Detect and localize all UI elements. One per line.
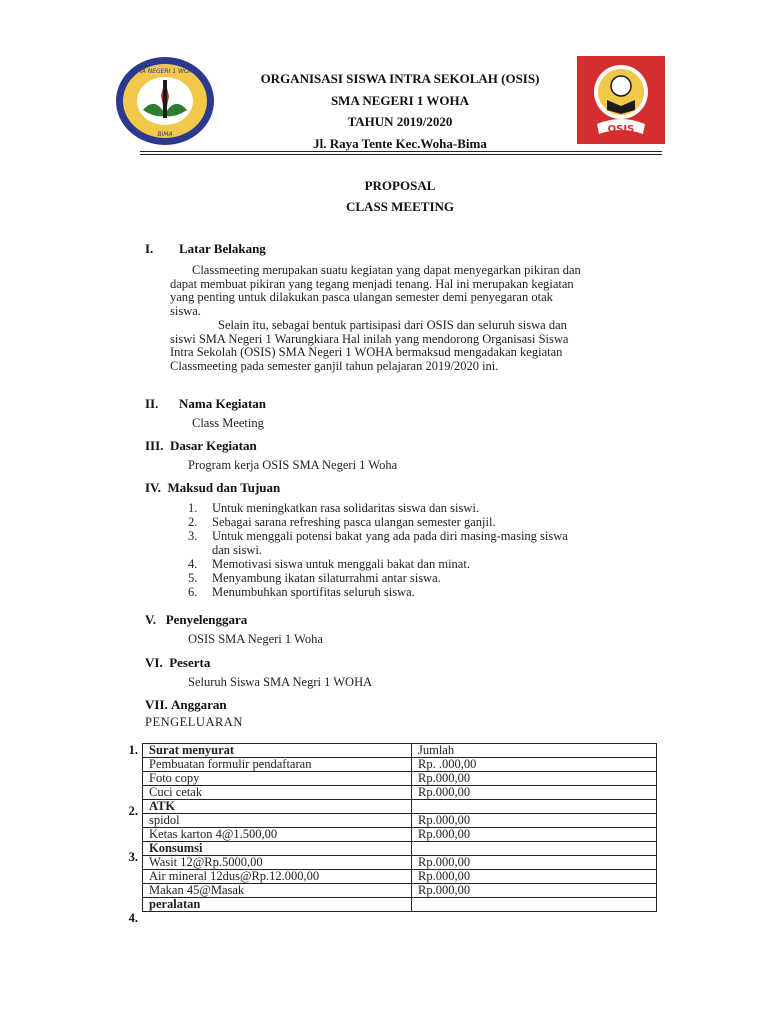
amount-cell: Rp. .000,00: [412, 758, 657, 772]
list-item: [188, 530, 568, 544]
section-number: VI.: [145, 655, 163, 670]
section-peserta: [145, 655, 210, 671]
list-text: Menumbuhkan sportifitas seluruh siswa.: [212, 585, 415, 599]
text-line: Classmeeting pada semester ganjil tahun pelajaran 2019/2020 ini.: [170, 358, 499, 373]
list-item: [188, 502, 479, 516]
section-content: Program kerja OSIS SMA Negeri 1 Woha: [188, 458, 398, 472]
text-line: Intra Sekolah (OSIS) SMA Negeri 1 WOHA bermaksud mengadakan kegiatan: [170, 345, 563, 360]
list-text: Memotivasi siswa untuk menggali bakat dan minat.: [212, 557, 470, 571]
list-number: 3.: [188, 529, 198, 543]
table-row: [143, 870, 657, 884]
item-cell: Surat menyurat: [143, 744, 412, 758]
svg-text:SMA NEGERI 1 WOHA: SMA NEGERI 1 WOHA: [132, 68, 198, 75]
item-cell: Makan 45@Masak: [143, 884, 412, 898]
item-cell: Ketas karton 4@1.500,00: [143, 828, 412, 842]
section-title: Nama Kegiatan: [179, 396, 267, 411]
list-number: 1.: [188, 501, 198, 515]
section-penyelenggara: [145, 612, 247, 628]
list-item: [188, 572, 441, 586]
text-line: dapat membuat pikiran yang tegang menjadi tenang. Hal ini merupakan kegiatan: [170, 276, 574, 291]
budget-group-number: 4.: [128, 911, 138, 925]
item-cell: peralatan: [143, 898, 412, 912]
table-row: [143, 898, 657, 912]
section-number: III.: [145, 438, 164, 453]
list-text: Menyambung ikatan silaturrahmi antar siswa.: [212, 571, 441, 585]
section-nama-kegiatan: [145, 396, 266, 412]
budget-table: [142, 743, 657, 912]
amount-cell: [412, 898, 657, 912]
section-dasar-kegiatan: [145, 438, 257, 454]
section-title: Latar Belakang: [179, 241, 266, 256]
table-row: [143, 828, 657, 842]
list-number: 6.: [188, 585, 198, 599]
table-row: [143, 884, 657, 898]
item-cell: Air mineral 12dus@Rp.12.000,00: [143, 870, 412, 884]
header-rule: [140, 151, 662, 152]
amount-cell: Rp.000,00: [412, 856, 657, 870]
section-subtitle: PENGELUARAN: [145, 715, 243, 729]
section-title: Anggaran: [171, 697, 227, 712]
item-cell: Foto copy: [143, 772, 412, 786]
list-text: Untuk menggali potensi bakat yang ada pada diri masing-masing siswa: [212, 529, 568, 543]
budget-group-number: 3.: [128, 850, 138, 864]
address: Jl. Raya Tente Kec.Woha-Bima: [313, 136, 487, 151]
section-title: Penyelenggara: [165, 612, 248, 627]
year: TAHUN 2019/2020: [347, 114, 453, 129]
text-line: siswi SMA Negeri 1 Warungkiara Hal inilah yang mendorong Organisasi Siswa: [170, 331, 569, 346]
section-number: I.: [145, 241, 154, 256]
section-content: Seluruh Siswa SMA Negri 1 WOHA: [188, 675, 373, 689]
list-item: [188, 516, 496, 530]
item-cell: Pembuatan formulir pendaftaran: [143, 758, 412, 772]
section-title: Maksud dan Tujuan: [167, 480, 281, 495]
amount-cell: [412, 842, 657, 856]
section-title: Peserta: [169, 655, 211, 670]
list-text: dan siswi.: [212, 543, 262, 557]
list-item: [188, 544, 262, 558]
section-latar-belakang: [145, 241, 266, 257]
section-title: Dasar Kegiatan: [169, 438, 257, 453]
text-line: yang penting untuk dilakukan pasca ulangan semester demi penyegaran otak: [170, 290, 553, 305]
table-row: [143, 842, 657, 856]
item-cell: Cuci cetak: [143, 786, 412, 800]
header-rule-thin: [140, 154, 662, 155]
svg-text:OSIS: OSIS: [607, 124, 635, 135]
amount-cell: [412, 800, 657, 814]
item-cell: Wasit 12@Rp.5000,00: [143, 856, 412, 870]
section-anggaran: [145, 697, 227, 713]
section-number: II.: [145, 396, 159, 411]
table-row: [143, 814, 657, 828]
paragraph-1: [170, 264, 581, 318]
amount-cell: Rp.000,00: [412, 828, 657, 842]
item-cell: Konsumsi: [143, 842, 412, 856]
proposal-title: PROPOSAL: [364, 178, 436, 193]
item-cell: spidol: [143, 814, 412, 828]
item-cell: ATK: [143, 800, 412, 814]
section-content: OSIS SMA Negeri 1 Woha: [188, 632, 323, 646]
org-name: ORGANISASI SISWA INTRA SEKOLAH (OSIS): [260, 71, 540, 86]
amount-cell: Jumlah: [412, 744, 657, 758]
list-text: Untuk meningkatkan rasa solidaritas siswa dan siswi.: [212, 501, 479, 515]
school-name: SMA NEGERI 1 WOHA: [330, 93, 470, 108]
section-number: VII.: [145, 697, 168, 712]
section-number: IV.: [145, 480, 162, 495]
list-number: 4.: [188, 557, 198, 571]
table-row: [143, 758, 657, 772]
section-maksud-tujuan: [145, 480, 280, 496]
paragraph-2: [170, 319, 568, 373]
section-number: V.: [145, 612, 156, 627]
table-row: [143, 800, 657, 814]
amount-cell: Rp.000,00: [412, 884, 657, 898]
amount-cell: Rp.000,00: [412, 772, 657, 786]
list-item: [188, 558, 470, 572]
text-line: Classmeeting merupakan suatu kegiatan yang dapat menyegarkan pikiran dan: [192, 263, 581, 277]
list-text: Sebagai sarana refreshing pasca ulangan semester ganjil.: [212, 515, 496, 529]
table-row: [143, 856, 657, 870]
budget-group-number: 2.: [128, 804, 138, 818]
budget-group-number: 1.: [128, 743, 138, 757]
table-row: [143, 786, 657, 800]
amount-cell: Rp.000,00: [412, 870, 657, 884]
text-line: siswa.: [170, 303, 201, 318]
list-number: 5.: [188, 571, 198, 585]
text-line: Selain itu, sebagai bentuk partisipasi dari OSIS dan seluruh siswa dan: [218, 318, 567, 332]
list-number: 2.: [188, 515, 198, 529]
amount-cell: Rp.000,00: [412, 814, 657, 828]
table-row: [143, 744, 657, 758]
amount-cell: Rp.000,00: [412, 786, 657, 800]
table-row: [143, 772, 657, 786]
osis-emblem-icon: [577, 56, 665, 144]
svg-text:BIMA: BIMA: [157, 131, 173, 138]
section-content: Class Meeting: [192, 416, 264, 430]
list-item: [188, 586, 415, 600]
proposal-subtitle: CLASS MEETING: [346, 199, 454, 214]
